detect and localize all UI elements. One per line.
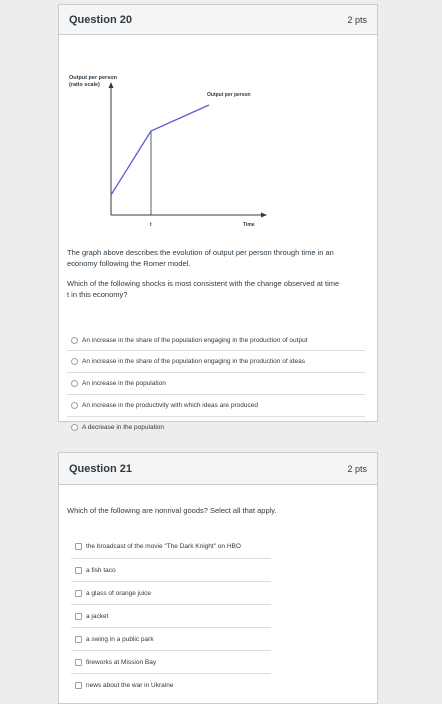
question-20-header [59,5,377,35]
question-21-header [59,453,377,485]
radio-button[interactable] [71,358,78,365]
radio-button[interactable] [71,337,78,344]
question-21-text: Which of the following are nonrival goods? Select all that apply. [67,506,277,515]
graph-ylabel-line2: (ratio scale) [69,82,100,88]
checkbox[interactable] [75,682,82,689]
graph-x-arrow [261,213,267,218]
answer-label: An increase in the share of the population engaging in the production of output [82,336,308,344]
answer-option[interactable] [71,558,271,581]
question-21-card [58,452,378,704]
answer-option[interactable] [67,416,365,438]
checkbox[interactable] [75,636,82,643]
radio-button[interactable] [71,380,78,387]
checkbox[interactable] [75,613,82,620]
checkbox[interactable] [75,590,82,597]
answer-label: the broadcast of the movie "The Dark Knight" on HBO [86,543,241,550]
answer-label: An increase in the productivity with which ideas are produced [82,402,258,409]
graph-tick-t: t [150,222,152,228]
radio-button[interactable] [71,424,78,431]
question-21-title: Question 21 [69,462,132,475]
question-21-answers [71,535,271,696]
answer-label: news about the war in Ukraine [86,681,174,689]
graph-curve-label: Output per person [207,92,251,98]
checkbox[interactable] [75,543,82,550]
answer-option[interactable] [71,673,271,696]
radio-button[interactable] [71,402,78,409]
graph-x-label: Time [243,222,255,228]
answer-label: fireworks at Mission Bay [86,658,157,666]
graph-y-arrow [109,82,114,88]
answer-option[interactable] [67,330,365,350]
answer-label: a glass of orange juice [86,589,152,597]
checkbox[interactable] [75,567,82,574]
checkbox[interactable] [75,659,82,666]
answer-label: a jacket [86,612,109,620]
answer-label: a fish taco [86,566,116,574]
question-20-title: Question 20 [69,13,132,26]
answer-label: a swing in a public park [86,635,154,643]
answer-label: An increase in the population [82,380,166,387]
answer-option[interactable] [67,394,365,416]
answer-option[interactable] [67,350,365,372]
question-20-card [58,4,378,431]
question-20-answers [67,330,365,438]
graph-ylabel-line1: Output per person [69,75,117,81]
question-21-points: 2 pts [347,463,367,474]
answer-label: A decrease in the population [82,424,165,431]
question-20-text: The graph above describes the evolution of output per person through time in an economy following the Romer model. [67,248,334,268]
answer-option[interactable] [71,604,271,627]
answer-label: An increase in the share of the population engaging in the production of ideas [82,358,305,365]
answer-option[interactable] [71,535,271,558]
output-per-person-line [111,105,209,195]
answer-option[interactable] [71,650,271,673]
question-20-points: 2 pts [347,14,367,25]
answer-option[interactable] [71,627,271,650]
answer-option[interactable] [67,372,365,394]
romer-model-graph [59,67,377,228]
question-20-prompt: Which of the following shocks is most consistent with the change observed at time t in this economy? [67,279,340,299]
answer-option[interactable] [71,581,271,604]
